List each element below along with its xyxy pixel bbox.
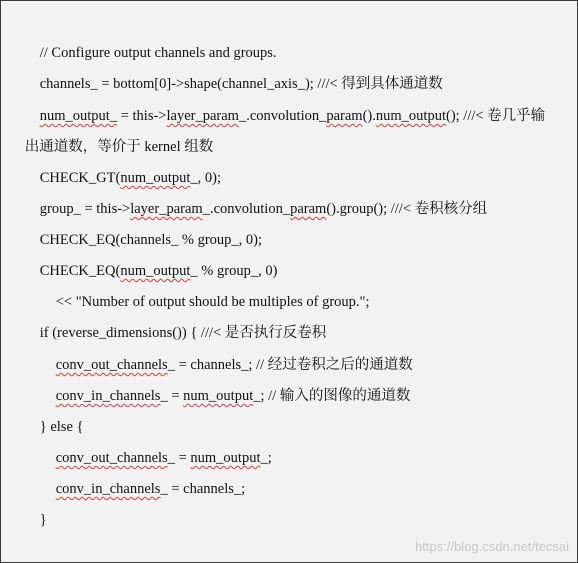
code-token: group_ = this->	[39, 201, 131, 217]
code-line-close-brace	[18, 490, 47, 550]
code-token: _; // 输入的图像的通道数	[253, 388, 411, 404]
code-token: num_output	[190, 450, 261, 466]
code-text: channels_ = bottom[0]->shape(channel_axis_); ///< 得到具体通道数	[39, 76, 443, 92]
code-token: conv_in_channels	[55, 388, 161, 404]
code-token: = this->	[117, 108, 167, 124]
code-token: _ = channels_;	[160, 481, 246, 497]
code-token: _.convolution_	[202, 201, 291, 217]
code-token: num_output_	[39, 108, 118, 124]
code-token: layer_param	[130, 201, 203, 217]
code-token: layer_param	[166, 108, 239, 124]
code-token: ().group(); ///< 卷积核分组	[326, 201, 488, 217]
code-token: _.convolution_	[238, 108, 327, 124]
code-token: _ = channels_; // 经过卷积之后的通道数	[167, 357, 413, 373]
code-token: param	[290, 201, 327, 217]
code-text: // Configure output channels and groups.	[39, 45, 277, 61]
code-token: _, 0);	[190, 170, 222, 186]
code-token: (); ///< 卷几乎输	[445, 108, 546, 124]
code-text: 出通道数，等价于 kernel 组数	[24, 139, 214, 155]
code-token: param	[326, 108, 363, 124]
code-token: conv_in_channels	[55, 481, 161, 497]
code-text: << "Number of output should be multiples of group.";	[55, 294, 370, 310]
code-token: num_output	[120, 170, 191, 186]
code-token: conv_out_channels	[55, 357, 168, 373]
code-token: num_output	[183, 388, 254, 404]
code-line-conv-in-channels-2	[34, 459, 245, 519]
code-text: CHECK_EQ(channels_ % group_, 0);	[39, 232, 263, 248]
watermark-url: https://blog.csdn.net/tecsai	[415, 539, 569, 554]
code-text: if (reverse_dimensions()) { ///< 是否执行反卷积	[39, 325, 327, 341]
code-text: }	[39, 512, 47, 528]
code-text: } else {	[39, 419, 84, 435]
code-token: _;	[260, 450, 272, 466]
code-token: conv_out_channels	[55, 450, 168, 466]
code-token: num_output	[375, 108, 446, 124]
code-token: _ =	[167, 450, 191, 466]
code-token: num_output	[120, 263, 191, 279]
code-token: _ % group_, 0)	[190, 263, 278, 279]
code-token: ().	[362, 108, 376, 124]
code-line-conv-in-channels-1	[34, 366, 410, 426]
code-token: CHECK_EQ(	[39, 263, 121, 279]
code-token: _ =	[160, 388, 184, 404]
code-token: CHECK_GT(	[39, 170, 121, 186]
